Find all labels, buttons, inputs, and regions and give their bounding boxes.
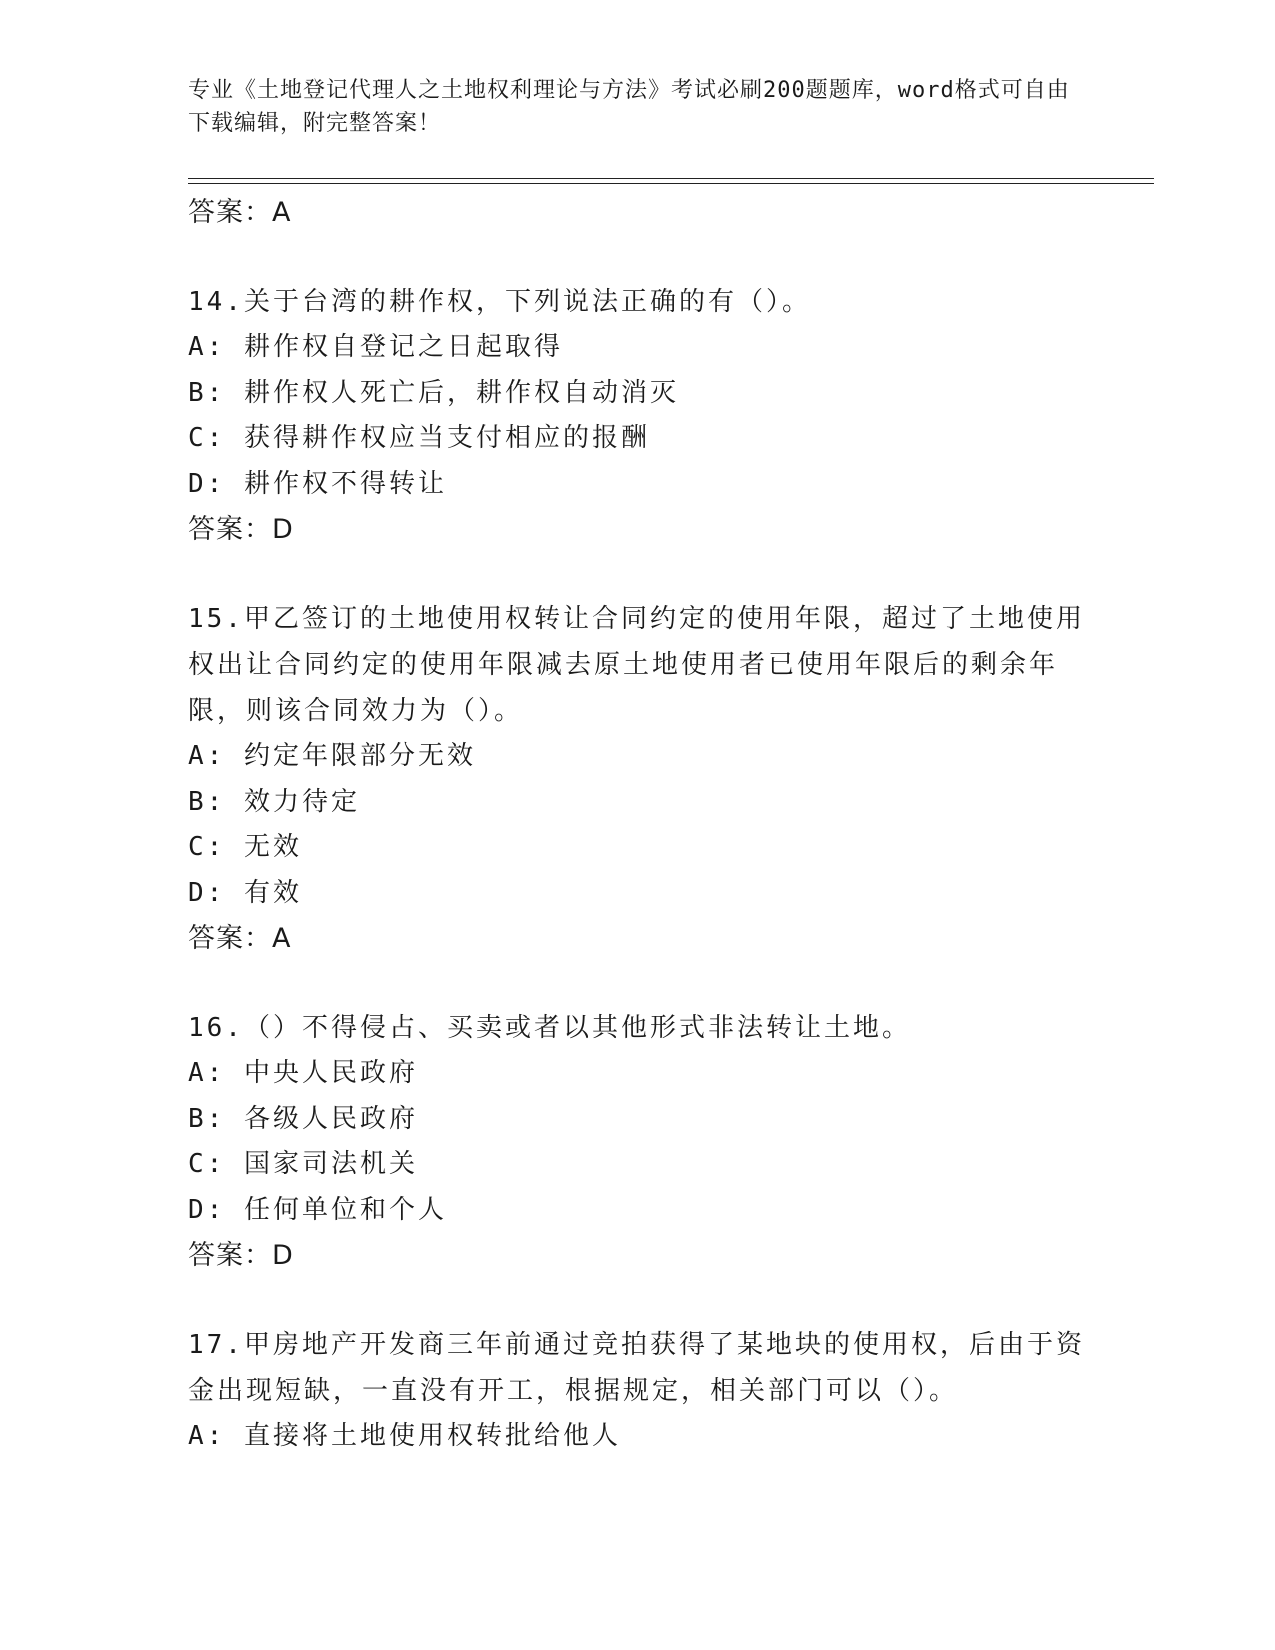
- document-header: [188, 74, 1088, 140]
- option-d: D: 有效: [188, 877, 302, 908]
- option-a: A: 约定年限部分无效: [188, 741, 476, 771]
- option-a: A: 中央人民政府: [188, 1058, 418, 1088]
- option-b: B: 各级人民政府: [188, 1103, 418, 1134]
- answer-line: 答案：D: [188, 1240, 294, 1271]
- answer-line: 答案：A: [188, 923, 292, 954]
- header-text: 专业《土地登记代理人之土地权利理论与方法》考试必刷200题题库，word格式可自由下载编辑，附完整答案！: [188, 78, 1070, 136]
- header-divider-line: [188, 183, 1154, 184]
- header-divider-line: [188, 178, 1154, 179]
- option-d: D: 任何单位和个人: [188, 1194, 447, 1225]
- option-c: C: 无效: [188, 832, 302, 862]
- answer-line: 答案：A: [188, 197, 292, 228]
- question-text: 15.甲乙签订的土地使用权转让合同约定的使用年限，超过了土地使用权出让合同约定的使用年限减去原土地使用者已使用年限后的剩余年限，则该合同效力为（）。: [188, 604, 1085, 726]
- option-d: D: 耕作权不得转让: [188, 468, 447, 499]
- question-block: [188, 1005, 1088, 1278]
- question-block: [188, 279, 1088, 552]
- question-block: [188, 1322, 1088, 1460]
- option-b: B: 效力待定: [188, 786, 360, 817]
- option-c: C: 获得耕作权应当支付相应的报酬: [188, 423, 650, 453]
- answer-line: 答案：D: [188, 514, 294, 545]
- question-text: 14.关于台湾的耕作权，下列说法正确的有（）。: [188, 287, 811, 317]
- option-b: B: 耕作权人死亡后，耕作权自动消灭: [188, 377, 679, 408]
- question-text: 16.（）不得侵占、买卖或者以其他形式非法转让土地。: [188, 1013, 911, 1043]
- option-a: A: 直接将土地使用权转批给他人: [188, 1421, 621, 1451]
- option-a: A: 耕作权自登记之日起取得: [188, 332, 563, 362]
- question-list: [188, 190, 1088, 1460]
- question-block: [188, 596, 1088, 961]
- option-c: C: 国家司法机关: [188, 1149, 418, 1179]
- question-text: 17.甲房地产开发商三年前通过竞拍获得了某地块的使用权，后由于资金出现短缺，一直没有开工，根据规定，相关部门可以（）。: [188, 1330, 1085, 1406]
